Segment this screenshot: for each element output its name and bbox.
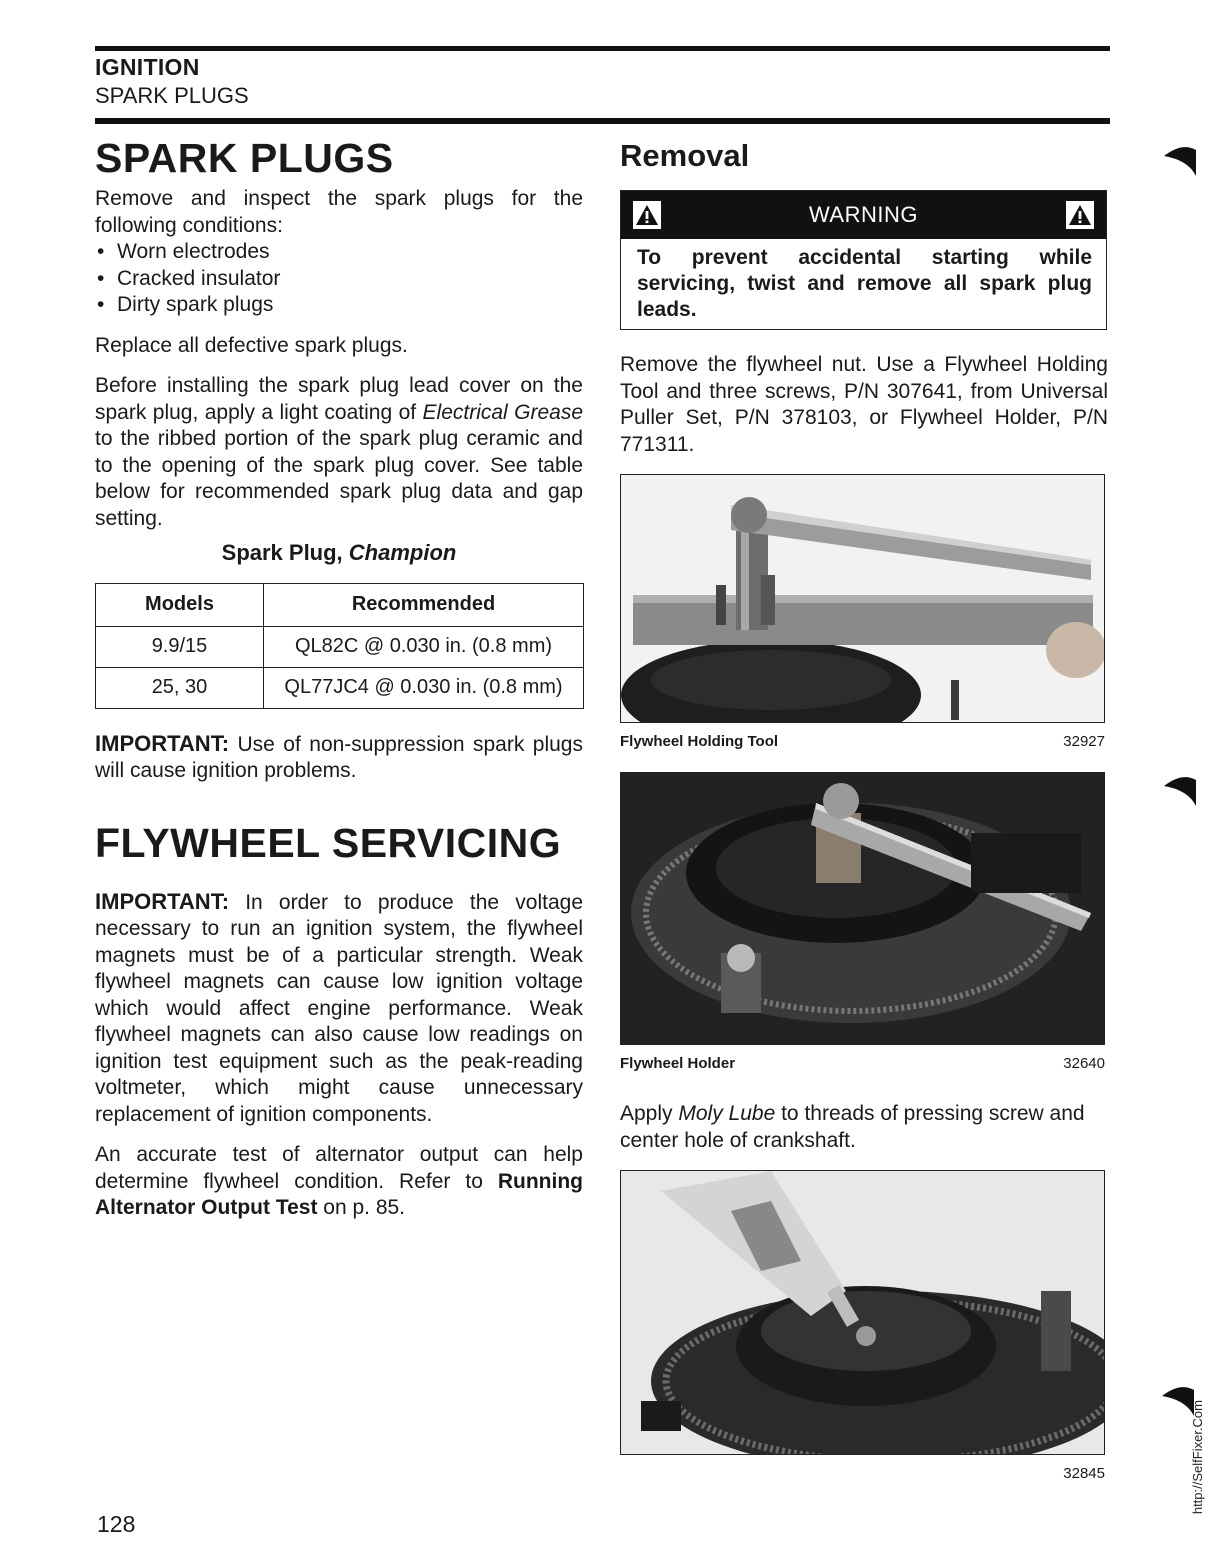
table-cell: 25, 30: [96, 667, 264, 708]
flywheel-holding-tool-photo: [620, 474, 1105, 723]
removal-step-1: Remove the flywheel nut. Use a Flywheel Holding Tool and three screws, P/N 307641, from Universal Puller Set, P/N 378103, or Flywheel Holder, P/N 771311.: [620, 353, 1108, 456]
figure-caption: [620, 1051, 1105, 1078]
install-text-b: to the ribbed portion of the spark plug ceramic and to the opening of the spark plug cover. See table below for recommended spark plug data and gap setting.: [95, 427, 583, 530]
figure-number: 32927: [1063, 733, 1105, 750]
install-paragraph: [95, 373, 583, 532]
moly-lube-term: Moly Lube: [678, 1102, 776, 1125]
subsection-heading: SPARK PLUGS: [95, 83, 249, 108]
left-column: [95, 134, 583, 1222]
right-column: [620, 134, 1108, 1488]
table-row: [96, 626, 584, 667]
table-header-models: Models: [96, 583, 264, 626]
spark-plugs-title: SPARK PLUGS: [95, 135, 394, 181]
page-tab-mark: [1162, 768, 1196, 806]
header-rule-top: [95, 46, 1110, 51]
figure-number: 32640: [1063, 1054, 1105, 1072]
table-title: [95, 540, 583, 567]
important-label: IMPORTANT:: [95, 888, 230, 914]
removal-step-2: [620, 1101, 1108, 1154]
warning-box: [620, 190, 1107, 330]
warning-text: To prevent accidental starting while servicing, twist and remove all spark plug leads.: [637, 246, 1092, 321]
section-heading: IGNITION: [95, 54, 200, 80]
table-title-brand: Champion: [348, 540, 457, 565]
list-item: • Dirty spark plugs: [95, 292, 583, 319]
flywheel-title: FLYWHEEL SERVICING: [95, 819, 562, 866]
important-text: In order to produce the voltage necessary to run an ignition system, the flywheel magnets must be of a particular strength. Weak flywheel magnets can cause low ignition voltage which would affect engine performance. Weak flywheel magnets can also cause low readings on ignition test equipment such as the peak-reading voltmeter, which might cause unnecessary replacement of ignition components.: [95, 890, 583, 1126]
test-text-b: on p. 85.: [317, 1196, 406, 1219]
list-item: • Cracked insulator: [95, 266, 583, 293]
list-item: • Worn electrodes: [95, 239, 583, 266]
page-tab-mark: [1162, 138, 1196, 176]
electrical-grease-term: Electrical Grease: [422, 400, 583, 424]
warning-label: WARNING: [808, 201, 918, 227]
step2-text-a: Apply: [620, 1102, 679, 1125]
table-row: [96, 667, 584, 708]
table-header-recommended: Recommended: [264, 583, 584, 626]
step2-text-b: to threads of pressing screw and center hole of crankshaft.: [620, 1102, 1085, 1152]
install-text-a: Before installing the spark plug lead cover on the spark plug, apply a light coating of: [95, 374, 583, 424]
conditions-list: [95, 239, 583, 319]
warning-bar: [621, 191, 1106, 239]
table-header-row: [96, 583, 584, 626]
table-cell: QL82C @ 0.030 in. (0.8 mm): [264, 626, 584, 667]
replace-text: Replace all defective spark plugs.: [95, 333, 408, 357]
test-text-a: An accurate test of alternator output can help determine flywheel condition. Refer to: [95, 1143, 583, 1193]
warning-triangle-icon: [633, 201, 661, 229]
warning-triangle-icon: [1066, 201, 1094, 229]
alternator-test-reference: Running Alternator Output Test: [95, 1169, 583, 1219]
side-url-watermark: http://SelfFixer.Com: [1190, 1400, 1205, 1515]
spark-plug-table: [95, 583, 584, 709]
header-rule-bottom: [95, 118, 1110, 124]
important-label: IMPORTANT:: [95, 730, 230, 756]
figure-caption: [620, 1461, 1105, 1488]
important-text: Use of non-suppression spark plugs will cause ignition problems.: [95, 732, 583, 782]
figure-title: Flywheel Holding Tool: [620, 733, 779, 750]
removal-title: Removal: [620, 138, 750, 173]
spark-plugs-intro: Remove and inspect the spark plugs for the following conditions:: [95, 187, 583, 237]
page-tab-mark: [1160, 1378, 1194, 1416]
table-cell: QL77JC4 @ 0.030 in. (0.8 mm): [264, 667, 584, 708]
figure-caption: [620, 729, 1105, 756]
figure-number: 32845: [1063, 1465, 1105, 1482]
page-number: 128: [97, 1511, 136, 1537]
figure-title: Flywheel Holder: [620, 1054, 736, 1072]
flywheel-holder-photo: [620, 772, 1105, 1045]
flywheel-important: [95, 889, 583, 1129]
table-cell: 9.9/15: [96, 626, 264, 667]
moly-lube-photo: [620, 1170, 1105, 1455]
important-note-spark: [95, 731, 583, 785]
alternator-test-paragraph: [95, 1142, 583, 1222]
table-title-a: Spark Plug,: [221, 540, 349, 565]
